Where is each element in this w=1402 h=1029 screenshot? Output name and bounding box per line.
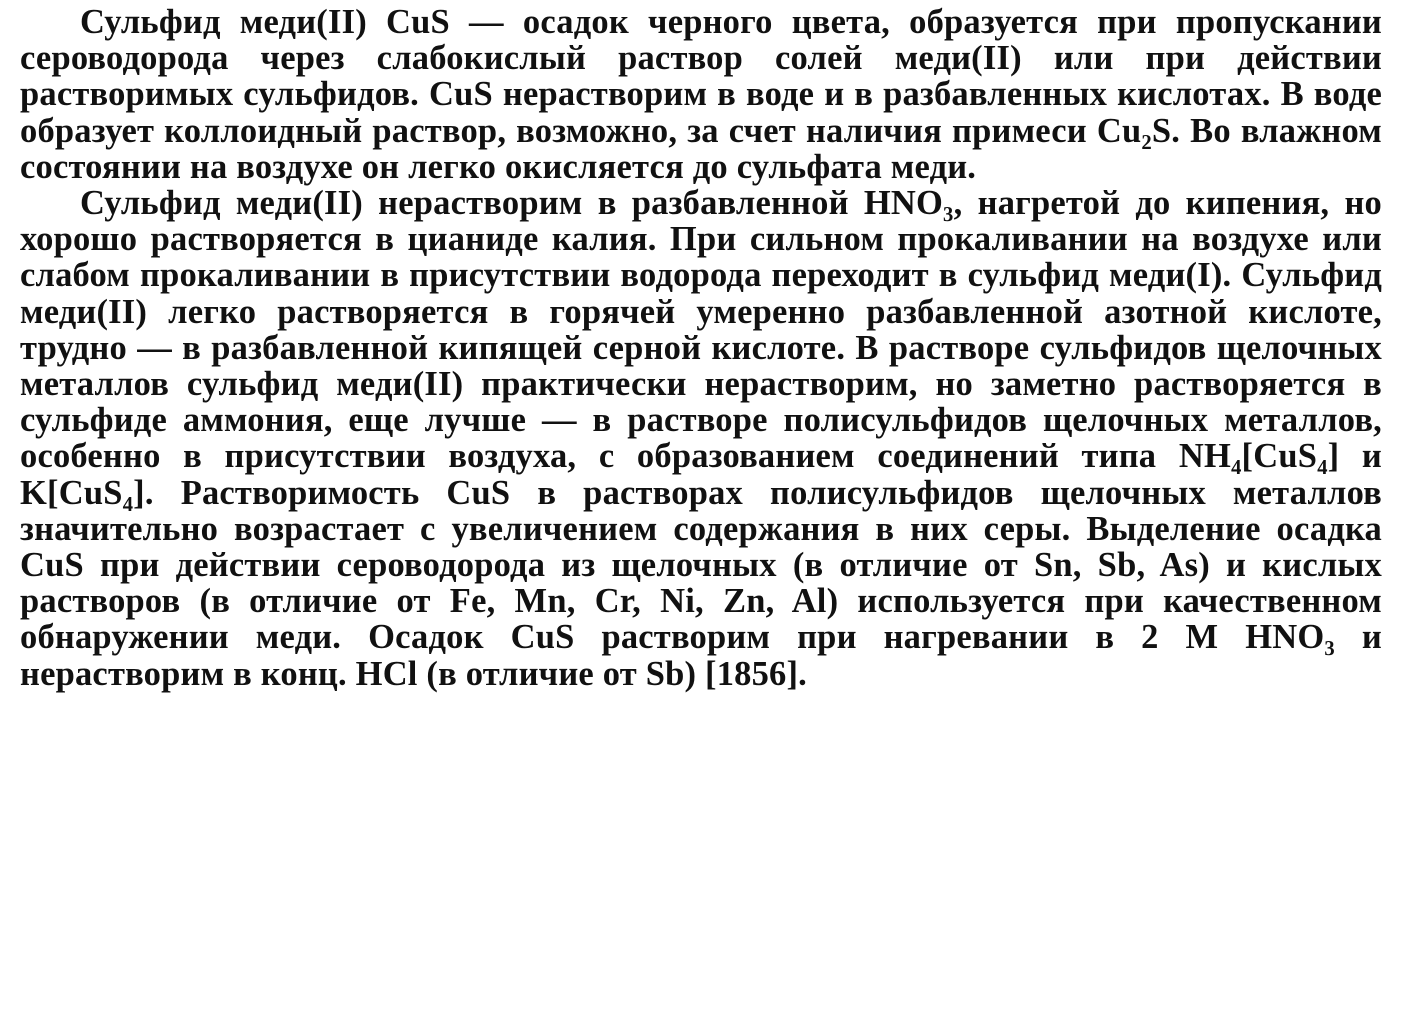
paragraph-copper-sulfide-properties: Сульфид меди(II) CuS — осадок черного цвета, образуется при пропускании сероводорода через слабокислый раствор солей меди(II) или при действии растворимых сульфидов. CuS нерастворим в воде и в разбавленных кислотах. В воде образует коллоидный раствор, возможно, за счет наличия примеси Cu₂S. Во влажном состоянии на воздухе он легко окисляется до сульфата меди. (20, 4, 1382, 186)
document-page (20, 4, 1382, 1024)
paragraph-copper-sulfide-solubility: Сульфид меди(II) нерастворим в разбавленной HNO₃, нагретой до кипения, но хорошо растворяется в цианиде калия. При сильном прокаливании на воздухе или слабом прокаливании в присутствии водорода переходит в сульфид меди(I). Сульфид меди(II) легко растворяется в горячей умеренно разбавленной азотной кислоте, трудно — в разбавленной кипящей серной кислоте. В растворе сульфидов щелочных металлов сульфид меди(II) практически нерастворим, но заметно растворяется в сульфиде аммония, еще лучше — в растворе полисульфидов щелочных металлов, особенно в присутствии воздуха, с образованием соединений типа NH₄[CuS₄] и K[CuS₄]. Растворимость CuS в растворах полисульфидов щелочных металлов значительно возрастает с увеличением содержания в них серы. Выделение осадка CuS при действии сероводорода из щелочных (в отличие от Sn, Sb, As) и кислых растворов (в отличие от Fe, Mn, Cr, Ni, Zn, Al) используется при качественном обнаружении меди. Осадок CuS растворим при нагревании в 2 M HNO₃ и нерастворим в конц. HCl (в отличие от Sb) [1856]. (20, 184, 1382, 693)
